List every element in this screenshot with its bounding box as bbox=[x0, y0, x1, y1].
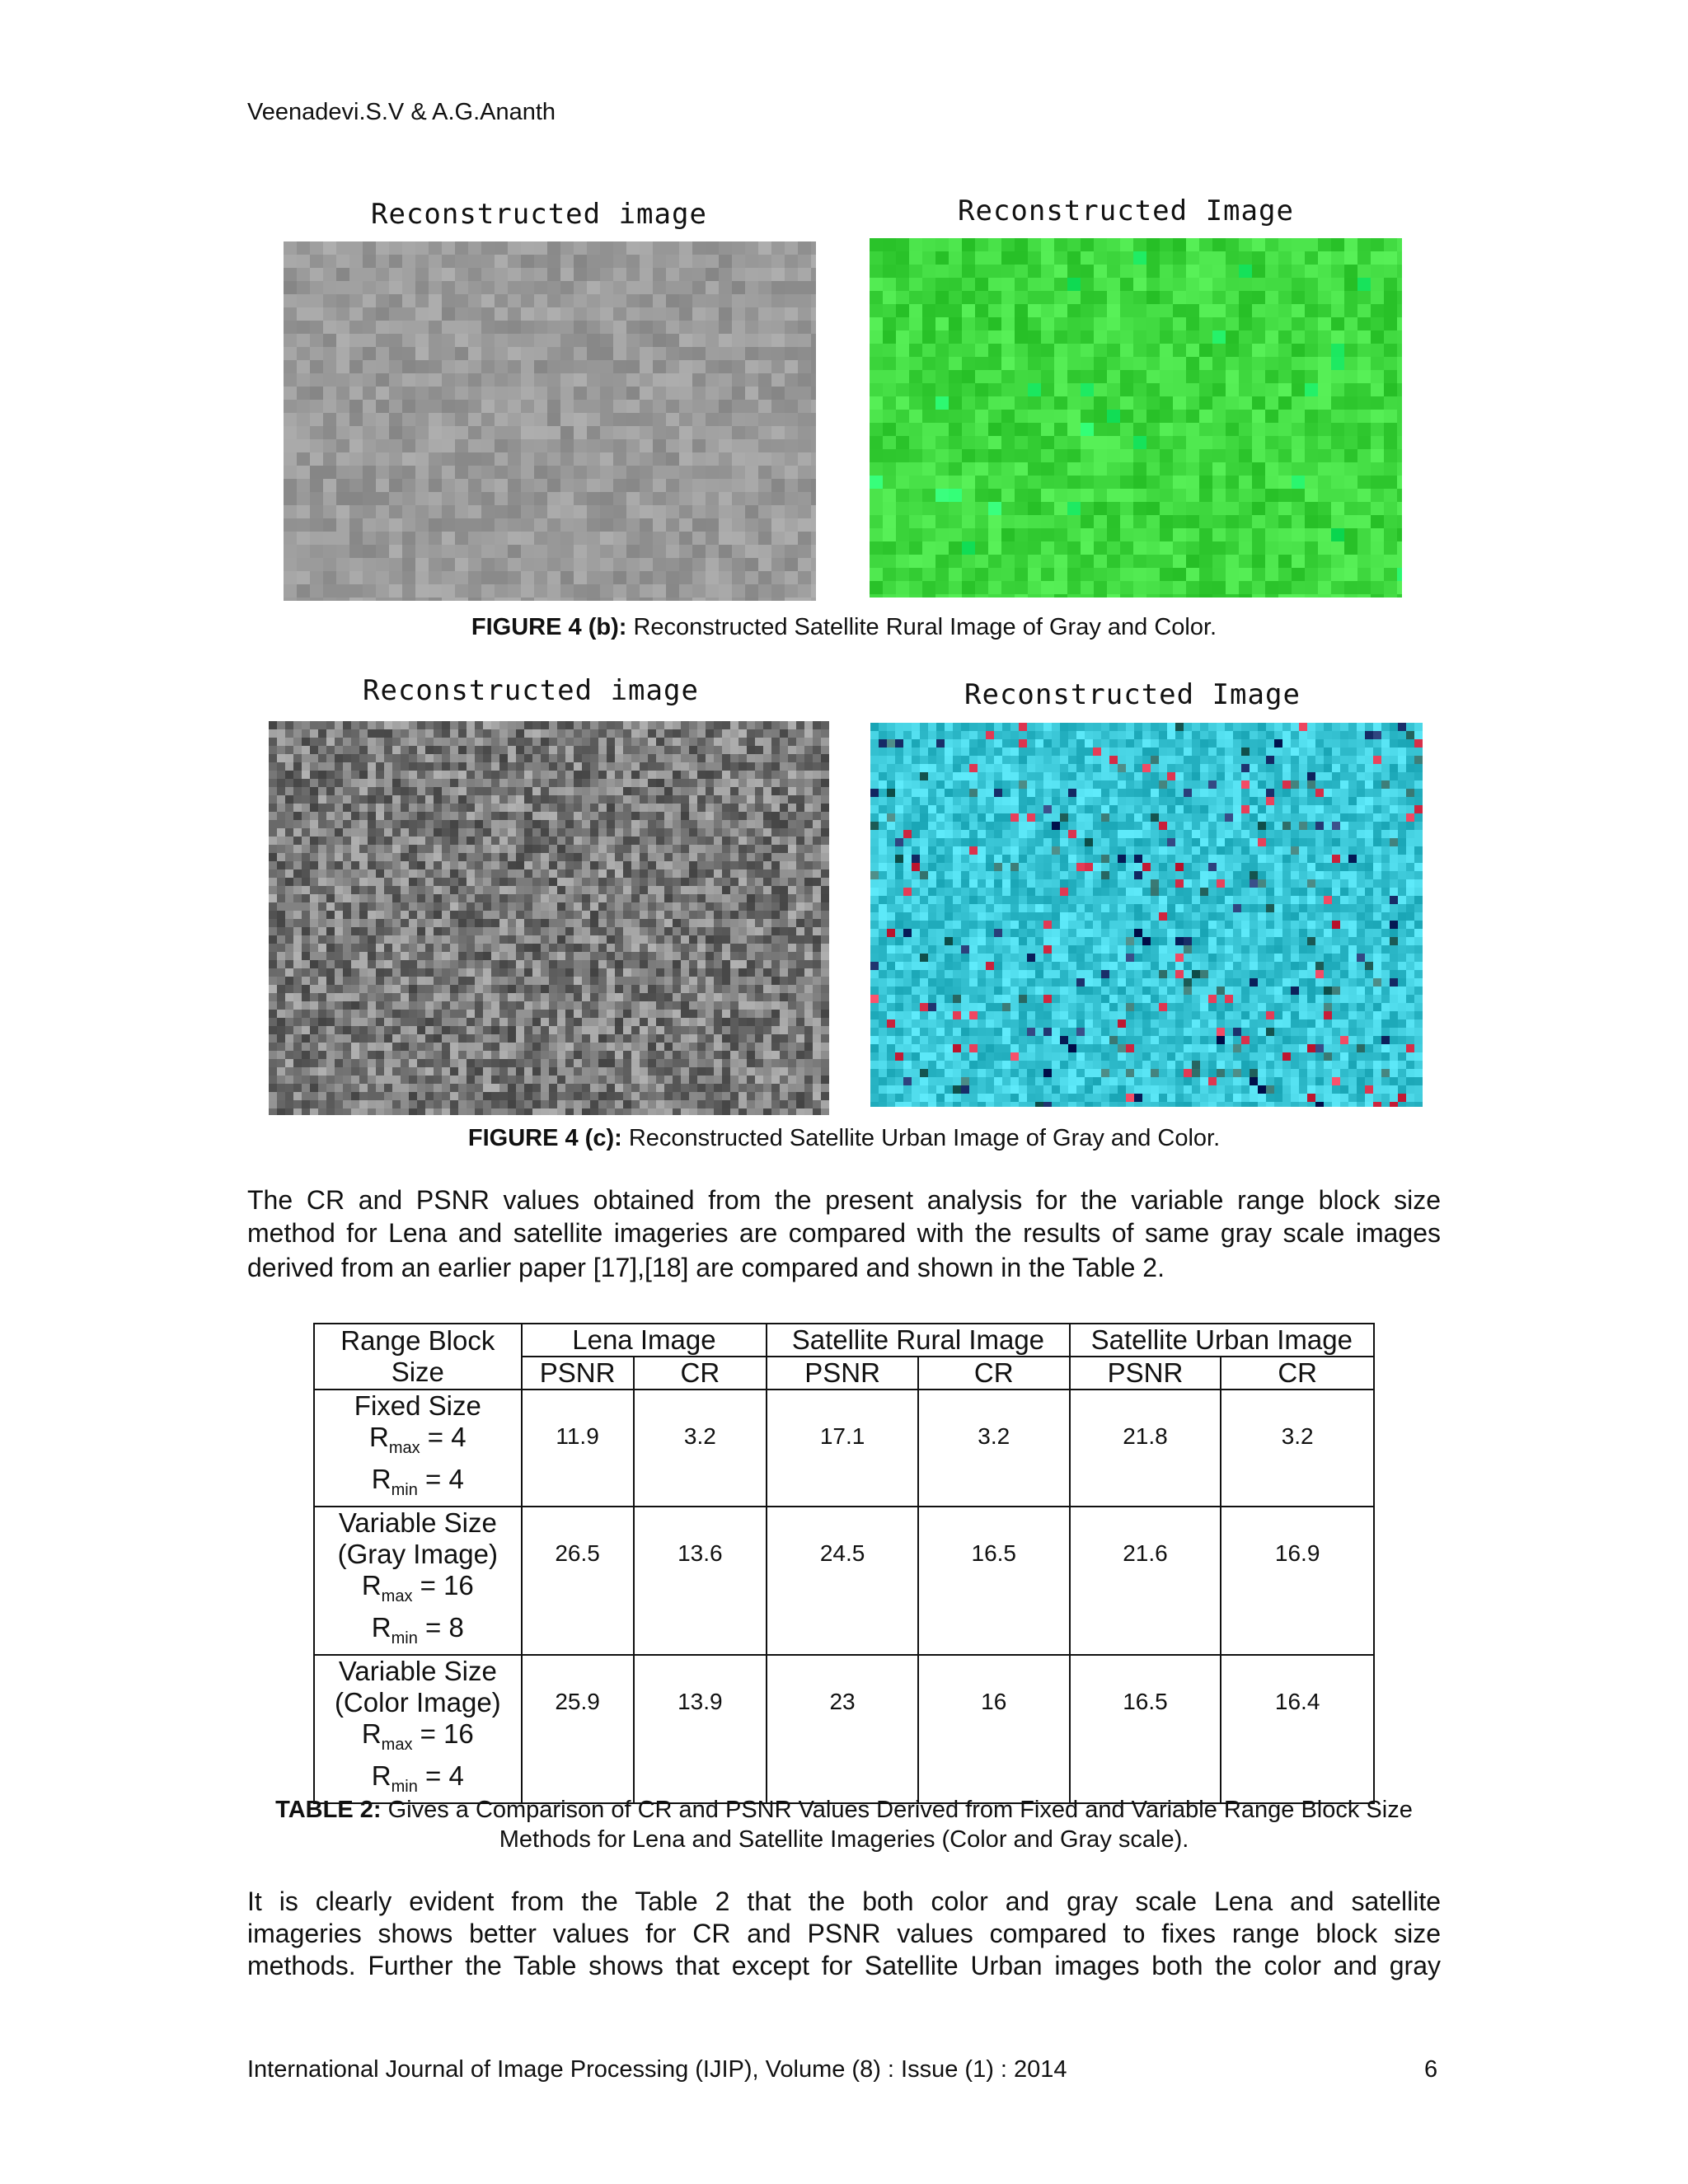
figure-b-right-title: Reconstructed Image bbox=[958, 194, 1294, 227]
row-label bbox=[314, 1390, 522, 1507]
table-caption-line-1: TABLE 2: Gives a Comparison of CR and PSNR Values Derived from Fixed and Variable Range Block Size bbox=[275, 1797, 1413, 1823]
paragraph-1-line-3: derived from an earlier paper [17],[18] are compared and shown in the Table 2. bbox=[247, 1253, 1165, 1282]
table-cell: 23 bbox=[767, 1655, 918, 1803]
row-label bbox=[314, 1655, 522, 1803]
sub-header-cr: CR bbox=[634, 1357, 767, 1390]
table-cell: 25.9 bbox=[522, 1655, 634, 1803]
figure-c-caption bbox=[0, 1125, 1688, 1152]
figure-b-caption-text: Reconstructed Satellite Rural Image of Gray and Color. bbox=[626, 614, 1217, 640]
table-row bbox=[314, 1390, 1374, 1507]
rmax-line: $R_{max} = 16$ bbox=[361, 1570, 474, 1605]
running-header: Veenadevi.S.V & A.G.Ananth bbox=[247, 99, 556, 125]
sub-header-psnr: PSNR bbox=[1070, 1357, 1221, 1390]
range-block-size-header bbox=[314, 1324, 522, 1390]
table-cell: 3.2 bbox=[918, 1390, 1070, 1507]
table-row bbox=[314, 1655, 1374, 1803]
paragraph-2-line-1: It is clearly evident from the Table 2 that the both color and gray scale Lena and satellite bbox=[247, 1886, 1441, 1916]
urban-color-image-canvas bbox=[870, 723, 1423, 1107]
paragraph-1-line-2: method for Lena and satellite imageries are compared with the results of same gray scale images bbox=[247, 1218, 1441, 1248]
range-block-header-line-1: Range Block bbox=[340, 1325, 495, 1356]
sub-header-cr: CR bbox=[918, 1357, 1070, 1390]
table-row bbox=[314, 1507, 1374, 1655]
figure-c-left-title: Reconstructed image bbox=[363, 674, 699, 707]
table-cell: 16.9 bbox=[1221, 1507, 1374, 1655]
table-cell: 13.9 bbox=[634, 1655, 767, 1803]
figure-c-caption-label: FIGURE 4 (c): bbox=[467, 1125, 622, 1151]
group-header-rural: Satellite Rural Image bbox=[767, 1324, 1069, 1357]
page-number: 6 bbox=[1424, 2056, 1438, 2083]
table-cell: 17.1 bbox=[767, 1390, 918, 1507]
rmin-line: $R_{min} = 4$ bbox=[371, 1464, 464, 1499]
sub-header-psnr: PSNR bbox=[767, 1357, 918, 1390]
figure-b-caption-label: FIGURE 4 (b): bbox=[471, 614, 627, 640]
paragraph-1-line-1: The CR and PSNR values obtained from the present analysis for the variable range block size bbox=[247, 1185, 1441, 1215]
rural-color-image-canvas bbox=[870, 238, 1402, 598]
rmax-line: $R_{max} = 16$ bbox=[361, 1718, 474, 1754]
group-header-urban: Satellite Urban Image bbox=[1070, 1324, 1374, 1357]
rural-color-image bbox=[870, 238, 1402, 598]
sub-header-psnr: PSNR bbox=[522, 1357, 634, 1390]
row-label-line: (Color Image) bbox=[334, 1687, 501, 1718]
table-cell: 11.9 bbox=[522, 1390, 634, 1507]
table-cell: 24.5 bbox=[767, 1507, 918, 1655]
comparison-table bbox=[313, 1323, 1375, 1804]
row-label-line: Variable Size bbox=[338, 1507, 497, 1538]
row-label bbox=[314, 1507, 522, 1655]
figure-b-caption bbox=[0, 614, 1688, 641]
table-caption-label: TABLE 2: bbox=[275, 1797, 382, 1823]
table-cell: 16.5 bbox=[918, 1507, 1070, 1655]
row-label-line: Fixed Size bbox=[354, 1390, 481, 1421]
table-cell: 16.4 bbox=[1221, 1655, 1374, 1803]
group-header-lena: Lena Image bbox=[522, 1324, 767, 1357]
paragraph-2-line-3: methods. Further the Table shows that except for Satellite Urban images both the color and gray bbox=[247, 1951, 1441, 1980]
table-cell: 3.2 bbox=[634, 1390, 767, 1507]
urban-color-image bbox=[870, 723, 1423, 1107]
journal-footer: International Journal of Image Processing (IJIP), Volume (8) : Issue (1) : 2014 bbox=[247, 2056, 1067, 2083]
table-cell: 13.6 bbox=[634, 1507, 767, 1655]
rmax-line: $R_{max} = 4$ bbox=[369, 1422, 467, 1457]
figure-b-left-title: Reconstructed image bbox=[371, 198, 707, 231]
table-cell: 21.6 bbox=[1070, 1507, 1221, 1655]
rural-gray-image bbox=[284, 241, 816, 601]
table-cell: 16.5 bbox=[1070, 1655, 1221, 1803]
table-cell: 21.8 bbox=[1070, 1390, 1221, 1507]
rmin-line: $R_{min} = 4$ bbox=[371, 1760, 464, 1796]
range-block-header-line-2: Size bbox=[391, 1357, 444, 1387]
table-cell: 16 bbox=[918, 1655, 1070, 1803]
row-label-line: Variable Size bbox=[338, 1656, 497, 1686]
paragraph-2-line-2: imageries shows better values for CR and PSNR values compared to fixes range block size bbox=[247, 1919, 1441, 1948]
row-label-line: (Gray Image) bbox=[337, 1539, 498, 1569]
figure-c-caption-text: Reconstructed Satellite Urban Image of Gray and Color. bbox=[621, 1125, 1221, 1151]
urban-gray-image bbox=[269, 721, 829, 1115]
rural-gray-image-canvas bbox=[284, 241, 816, 601]
figure-c-right-title: Reconstructed Image bbox=[964, 678, 1301, 711]
rmin-line: $R_{min} = 8$ bbox=[371, 1612, 464, 1647]
table-cell: 3.2 bbox=[1221, 1390, 1374, 1507]
table-caption-line-2: Methods for Lena and Satellite Imageries (Color and Gray scale). bbox=[499, 1826, 1189, 1853]
urban-gray-image-canvas bbox=[269, 721, 829, 1115]
sub-header-cr: CR bbox=[1221, 1357, 1374, 1390]
table-cell: 26.5 bbox=[522, 1507, 634, 1655]
